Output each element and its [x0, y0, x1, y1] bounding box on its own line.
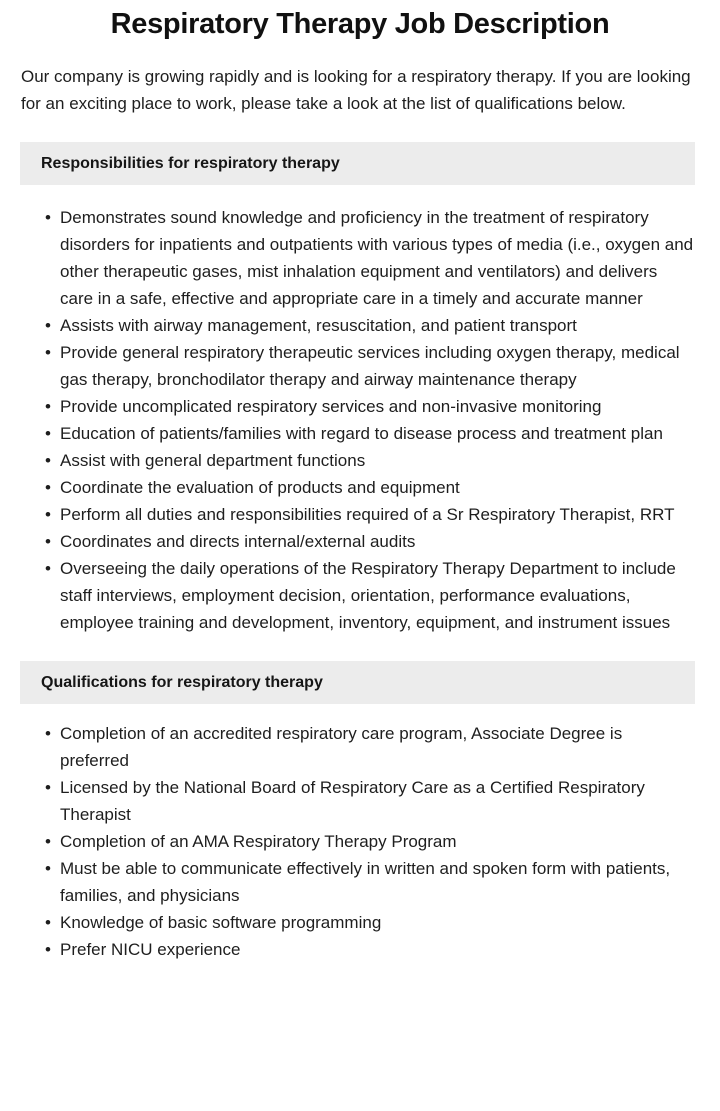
list-item: [45, 312, 695, 339]
list-item: [45, 393, 695, 420]
section-heading-responsibilities: Responsibilities for respiratory therapy: [20, 142, 695, 185]
list-item-text: Provide uncomplicated respiratory services and non-invasive monitoring: [60, 397, 602, 416]
bullet-dot-icon: •: [45, 559, 51, 578]
bullet-dot-icon: •: [45, 208, 51, 227]
list-item: [45, 528, 695, 555]
list-item: [45, 555, 695, 636]
bullet-dot-icon: •: [45, 724, 51, 743]
list-item: [45, 474, 695, 501]
bullet-dot-icon: •: [45, 913, 51, 932]
list-item: [45, 339, 695, 393]
bullet-dot-icon: •: [45, 832, 51, 851]
list-item-text: Knowledge of basic software programming: [60, 913, 382, 932]
section-heading-qualifications: Qualifications for respiratory therapy: [20, 661, 695, 704]
list-item-text: Demonstrates sound knowledge and proficiency in the treatment of respiratory disorders for inpatients and outpatients with various types of media (i.e., oxygen and other therapeutic gases, mist inhalation equipment and ventilators) and delivers care in a safe, effective and appropriate care in a timely and accurate manner: [60, 208, 694, 308]
bullet-dot-icon: •: [45, 424, 51, 443]
list-item: [45, 855, 695, 909]
bullet-dot-icon: •: [45, 478, 51, 497]
list-item-text: Completion of an accredited respiratory care program, Associate Degree is preferred: [60, 724, 623, 770]
bullet-dot-icon: •: [45, 397, 51, 416]
list-item-text: Licensed by the National Board of Respiratory Care as a Certified Respiratory Therapist: [60, 778, 645, 824]
bullet-dot-icon: •: [45, 316, 51, 335]
section-qualifications: [0, 661, 720, 963]
responsibilities-list: [0, 185, 720, 636]
list-item: [45, 501, 695, 528]
list-item-text: Prefer NICU experience: [60, 940, 241, 959]
page-title: Respiratory Therapy Job Description: [110, 8, 610, 40]
list-item: [45, 420, 695, 447]
bullet-dot-icon: •: [45, 505, 51, 524]
list-item: [45, 828, 695, 855]
bullet-dot-icon: •: [45, 343, 51, 362]
list-item: [45, 936, 695, 963]
list-item-text: Education of patients/families with regard to disease process and treatment plan: [60, 424, 663, 443]
section-responsibilities: [0, 142, 720, 636]
bullet-dot-icon: •: [45, 859, 51, 878]
list-item: [45, 447, 695, 474]
list-item-text: Coordinate the evaluation of products and equipment: [60, 478, 460, 497]
list-item-text: Assists with airway management, resuscitation, and patient transport: [60, 316, 577, 335]
list-item-text: Assist with general department functions: [60, 451, 366, 470]
qualifications-list: [0, 704, 720, 963]
list-item-text: Provide general respiratory therapeutic services including oxygen therapy, medical gas therapy, bronchodilator therapy and airway maintenance therapy: [60, 343, 680, 389]
list-item-text: Perform all duties and responsibilities required of a Sr Respiratory Therapist, RRT: [60, 505, 675, 524]
bullet-dot-icon: •: [45, 532, 51, 551]
list-item-text: Must be able to communicate effectively in written and spoken form with patients, families, and physicians: [60, 859, 671, 905]
intro-paragraph: Our company is growing rapidly and is looking for a respiratory therapy. If you are looking for an exciting place to work, please take a look at the list of qualifications below.: [21, 67, 691, 113]
bullet-dot-icon: •: [45, 940, 51, 959]
list-item-text: Completion of an AMA Respiratory Therapy Program: [60, 832, 457, 851]
list-item-text: Overseeing the daily operations of the Respiratory Therapy Department to include staff interviews, employment decision, orientation, performance evaluations, employee training and development, inventory, equipment, and instrument issues: [60, 559, 676, 632]
list-item: [45, 204, 695, 312]
list-item: [45, 909, 695, 936]
list-item-text: Coordinates and directs internal/external audits: [60, 532, 416, 551]
bullet-dot-icon: •: [45, 778, 51, 797]
list-item: [45, 774, 695, 828]
bullet-dot-icon: •: [45, 451, 51, 470]
list-item: [45, 720, 695, 774]
